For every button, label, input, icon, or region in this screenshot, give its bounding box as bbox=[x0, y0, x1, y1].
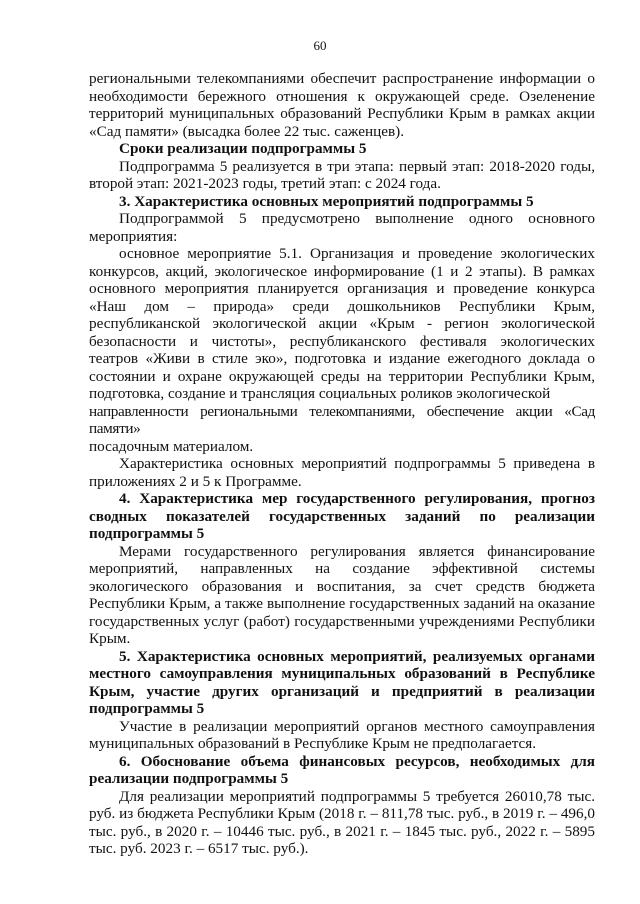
paragraph: региональными телекомпаниями обеспечит распространение информации о необходимости бережного отношения к окружающей среде. Озеленение территорий муниципальных образований Республики Крым в рамках акции «Сад памяти» (высадка более 22 тыс. саженцев). bbox=[89, 70, 595, 140]
page-number: 60 bbox=[313, 38, 327, 53]
paragraph: Подпрограммой 5 предусмотрено выполнение одного основного мероприятия: bbox=[89, 210, 595, 245]
document-body bbox=[89, 70, 595, 858]
section-heading: 6. Обоснование объема финансовых ресурсов, необходимых для реализации подпрограммы 5 bbox=[89, 752, 595, 787]
section-heading: 3. Характеристика основных мероприятий подпрограммы 5 bbox=[119, 192, 534, 210]
section-heading: 4. Характеристика мер государственного регулирования, прогноз сводных показателей государственных заданий по реализации подпрограммы 5 bbox=[89, 490, 595, 542]
paragraph: Для реализации мероприятий подпрограммы 5 требуется 26010,78 тыс. руб. из бюджета Республики Крым (2018 г. – 811,78 тыс. руб., в 2019 г. – 496,0 тыс. руб., в 2020 г. – 10446 тыс. руб., в 2021 г. – 1845 тыс. руб., 2022 г. – 5895 тыс. руб. 2023 г. – 6517 тыс. руб.). bbox=[89, 787, 595, 857]
paragraph: Участие в реализации мероприятий органов местного самоуправления муниципальных образований в Республике Крым не предполагается. bbox=[89, 717, 595, 752]
paragraph: основное мероприятие 5.1. Организация и проведение экологических конкурсов, акций, экологическое информирование (1 и 2 этапы). В рамках основного мероприятия планируется организация и проведение конкурса «Наш дом – природа» среди дошкольников Республики Крым, республиканской экологической акции «Крым - регион экологической безопасности и чистоты», республиканского фестиваля экологических театров «Живи в стиле эко», подготовка и издание ежегодного доклада о состоянии и охране окружающей среды на территории Республики Крым, подготовка, создание и трансляция социальных роликов экологической bbox=[89, 245, 595, 402]
paragraph: Характеристика основных мероприятий подпрограммы 5 приведена в приложениях 2 и 5 к Программе. bbox=[89, 455, 595, 490]
paragraph: Подпрограмма 5 реализуется в три этапа: первый этап: 2018-2020 годы, второй этап: 2021-2023 годы, третий этап: с 2024 года. bbox=[89, 157, 595, 192]
section-heading: Сроки реализации подпрограммы 5 bbox=[119, 140, 367, 157]
paragraph: посадочным материалом. bbox=[89, 437, 254, 455]
section-heading: 5. Характеристика основных мероприятий, реализуемых органами местного самоуправления муниципальных образований в Республике Крым, участие других организаций и предприятий в реализации подпрограммы 5 bbox=[89, 647, 595, 717]
paragraph: направленности региональными телекомпаниями, обеспечение акции «Сад памяти» bbox=[89, 402, 595, 437]
paragraph: Мерами государственного регулирования является финансирование мероприятий, направленных на создание эффективной системы экологического образования и воспитания, за счет средств бюджета Республики Крым, а также выполнение государственных заданий на оказание государственных услуг (работ) государственными учреждениями Республики Крым. bbox=[89, 542, 595, 647]
